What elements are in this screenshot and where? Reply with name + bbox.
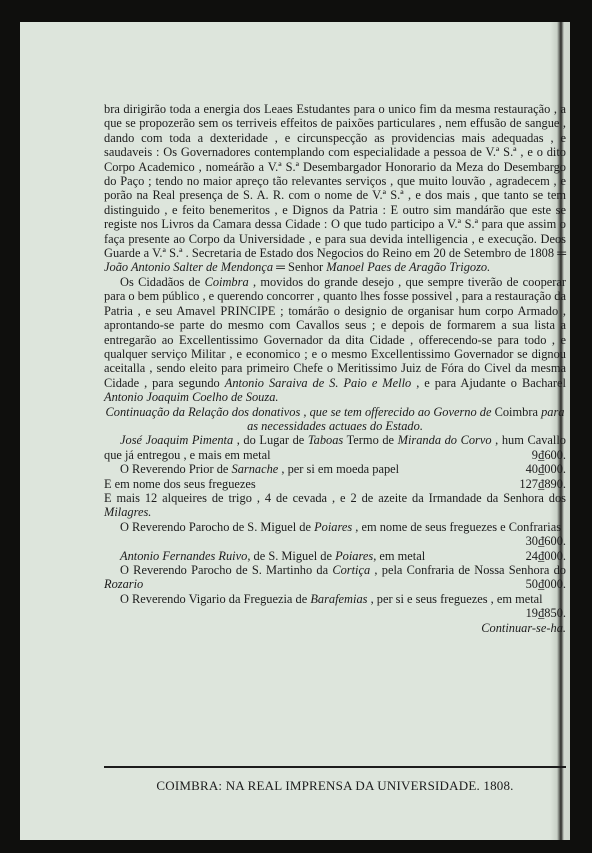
heading-text: Continuação da Relação dos donativos , que se tem offerecido ao Governo de — [105, 404, 492, 419]
donation-entry — [104, 563, 566, 592]
entry-text: E mais 12 alqueires de trigo , 4 de cevada , e 2 de azeite da Irmandade da Senhora dos — [104, 490, 566, 505]
donation-entry — [104, 462, 566, 476]
place-name: Barafemias — [310, 591, 368, 606]
divider — [104, 766, 566, 768]
donation-entry — [104, 477, 566, 491]
entry-text: , per si e seus freguezes , em metal — [367, 591, 543, 606]
place-name: Milagres. — [104, 505, 152, 520]
donor-name: José Joaquim Pimenta — [120, 433, 234, 448]
entry-text: O Reverendo Vigario da Freguezia de — [120, 591, 311, 606]
donation-amount: 40₫000. — [525, 462, 566, 477]
text-run: , movidos do grande desejo , que sempre tiverão de cooperar para o bem público , e querendo concorrer , quanto lhes fosse possivel , para a restauração da Patria , e seu Amavel PRINCIPE ; tomárão o designio de organisar hum corpo Armado , aprontando-se parte do mesmo com Cavallos seus ; e depois de formarem a sua lista a entregarão ao Excellentissimo Governador da dita Cidade , offerecendo-se para todo , e qualquer serviço Militar , e economico ; e o mesmo Excellentissimo Governador se dignou aceitalla , sendo eleito para primeiro Chefe o Meritissimo Juiz de Fóra do Civel da mesma Cidade , para segundo — [104, 274, 567, 390]
imprint-rule — [104, 766, 566, 768]
place-name: Cortiça — [332, 563, 371, 577]
text-run: Os Cidadãos de — [120, 274, 205, 289]
continued-note — [104, 621, 566, 635]
donation-amount: 50₫000. — [525, 577, 566, 592]
entry-text: O Reverendo Parocho de S. Martinho da — [120, 563, 333, 577]
document-page — [20, 22, 570, 840]
entry-text: , hum Cavallo que já entregou , e mais em metal — [104, 433, 566, 462]
place-name: Poiares — [314, 519, 353, 534]
donation-amount: 9₫600. — [531, 447, 566, 462]
letter-paragraph — [104, 102, 566, 275]
donation-amount: 24₫000. — [525, 548, 566, 563]
place-name: Rozario — [104, 577, 144, 592]
donation-entry — [104, 491, 566, 520]
continued-text: Continuar-se-ha. — [481, 620, 566, 635]
page-text — [104, 102, 566, 635]
person-name: Antonio Saraiva de S. Paio e Mello — [224, 375, 412, 390]
donation-entry — [104, 433, 566, 462]
entry-text: O Reverendo Prior de — [120, 462, 232, 477]
citizens-paragraph — [104, 275, 566, 405]
donation-entry — [104, 519, 566, 549]
text-run: , e para Ajudante o Bacharel — [411, 375, 566, 390]
city-name: Coimbra — [204, 274, 249, 289]
person-name: Antonio Joaquim Coelho de Souza. — [104, 390, 279, 405]
letter-body: bra dirigirão toda a energia dos Leaes Estudantes para o unico fim da mesma restauração , a que se propozerão sem os terriveis effeitos de paixões particulares , nem effusão de sangue , dando com toda a dexteridade , e circunspecção as providencias mais adequadas , e saudaveis : Os Governadores contemplando com especialidade a pessoa de V.ª S.ª , e o dito Corpo Academico , nomeárão a V.ª S.ª Desembargador Honorario da Meza do Desembargo do Paço ; tendo no maior apreço tão relevantes serviços , que muito louvão , agradecem , e porão na Real presença de S. A. R. com o nome de V.ª S.ª , e dos mais , que tanto se tem distinguido , e feito benemeritos , e Dignos da Patria : E outro sim mandárão que este se registe nos Livros da Camara dessa Cidade : O que tudo participo a V.ª S.ª para que assim o faça presente ao Corpo da Universidade , e para sua devida intelligencia , e execução. Deos Guarde a V.ª S.ª . Secretaria de Estado dos Negocios do Reino em 20 de Setembro de 1808 ═ — [104, 102, 566, 261]
entry-text: , do Lugar de — [233, 433, 308, 448]
signature-salter: João Antonio Salter de Mendonça — [104, 260, 274, 275]
donation-amount: 19₫850. — [525, 606, 566, 621]
entry-text: , de S. Miguel de — [247, 548, 336, 563]
place-name: Taboas — [307, 433, 344, 448]
entry-text: , em nome de seus freguezes e Confrarias — [352, 519, 562, 534]
entry-text: , em metal — [373, 548, 426, 563]
donation-entry — [104, 591, 566, 621]
entry-text: Termo de — [343, 433, 398, 448]
donation-entry — [104, 549, 566, 563]
printer-imprint: COIMBRA: NA REAL IMPRENSA DA UNIVERSIDADE. 1808. — [156, 778, 514, 793]
entry-text: O Reverendo Parocho de S. Miguel de — [120, 519, 315, 534]
signature-trigozo: Manoel Paes de Aragão Trigozo. — [326, 260, 491, 275]
heading-city: Coimbra — [491, 404, 542, 419]
place-name: Miranda do Corvo — [397, 433, 492, 448]
donation-list — [104, 433, 566, 621]
donation-amount: 127₫890. — [519, 476, 566, 491]
entry-text: E em nome dos seus freguezes — [104, 476, 256, 491]
place-name: Poiares — [335, 548, 374, 563]
heading-text: para as necessidades actuaes do Estado. — [247, 404, 565, 433]
donor-name: Antonio Fernandes Ruivo — [120, 548, 248, 563]
place-name: Sarnache — [231, 462, 279, 477]
letter-mid: ═ Senhor — [273, 260, 327, 275]
entry-text: , pela Confraria de Nossa Senhora do — [370, 563, 566, 577]
donation-amount: 30₫600. — [525, 534, 566, 549]
section-heading — [104, 405, 566, 434]
entry-text: , per si em moeda papel — [278, 462, 400, 477]
